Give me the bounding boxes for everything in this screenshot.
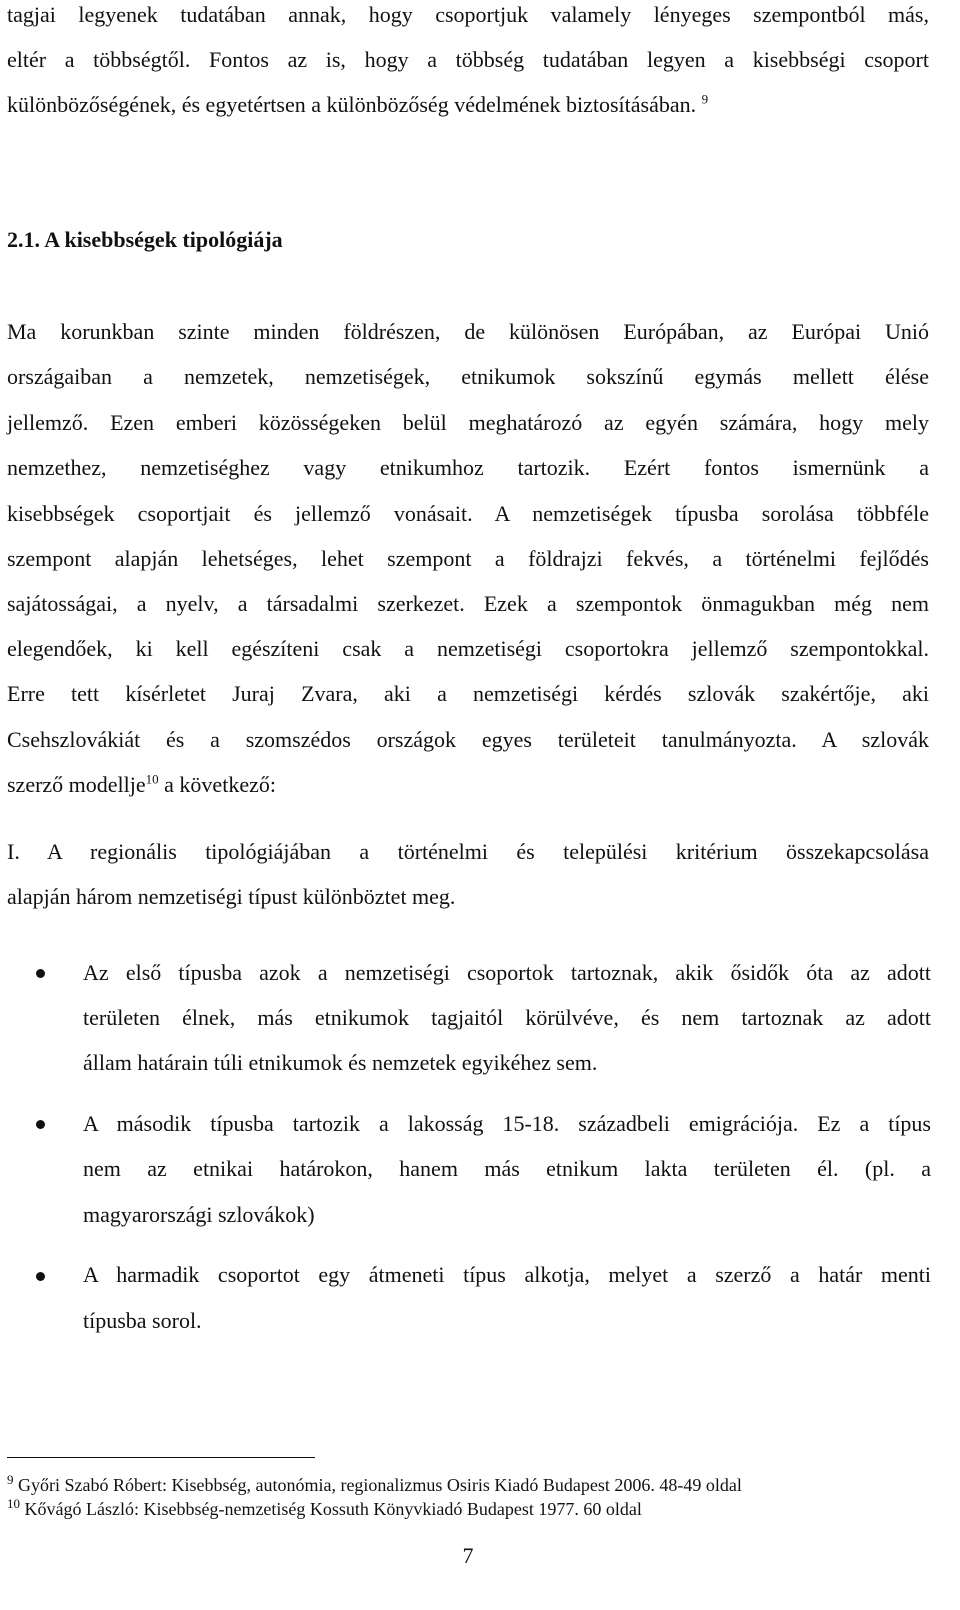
paragraph-text: a következő: xyxy=(158,772,276,797)
paragraph-line: Erre tett kísérletet Juraj Zvara, aki a nemzetiségi kérdés szlovák szakértője, aki xyxy=(7,681,929,706)
bullet-icon xyxy=(36,969,45,978)
paragraph-text: szerző modellje xyxy=(7,772,146,797)
list-item-line: nem az etnikai határokon, hanem más etnikum lakta területen él. (pl. a xyxy=(83,1156,931,1181)
paragraph-line: elegendőek, ki kell egészíteni csak a nemzetiségi csoportokra jellemző szempontokkal. xyxy=(7,636,929,661)
footnote xyxy=(7,1498,642,1520)
list-item-line: A második típusba tartozik a lakosság 15-18. századbeli emigrációja. Ez a típus xyxy=(83,1111,931,1136)
footnote-number: 9 xyxy=(7,1472,14,1487)
paragraph-line: szempont alapján lehetséges, lehet szempont a földrajzi fekvés, a történelmi fejlődés xyxy=(7,546,929,571)
list-item-line: Az első típusba azok a nemzetiségi csoportok tartoznak, akik ősidők óta az adott xyxy=(83,960,931,985)
list-item-line: területen élnek, más etnikumok tagjaitól körülvéve, és nem tartoznak az adott xyxy=(83,1005,931,1030)
list-item-line: A harmadik csoportot egy átmeneti típus alkotja, melyet a szerző a határ menti xyxy=(83,1262,931,1287)
paragraph-line: Ma korunkban szinte minden földrészen, de különösen Európában, az Európai Unió xyxy=(7,319,929,344)
footnote-text: Kővágó László: Kisebbség-nemzetiség Kossuth Könyvkiadó Budapest 1977. 60 oldal xyxy=(24,1499,642,1519)
footnote-text: Győri Szabó Róbert: Kisebbség, autonómia, regionalizmus Osiris Kiadó Budapest 2006. 48-49 oldal xyxy=(18,1475,742,1495)
list-item-line: típusba sorol. xyxy=(83,1308,202,1333)
paragraph-line: eltér a többségtől. Fontos az is, hogy a többség tudatában legyen a kisebbségi csoport xyxy=(7,47,929,72)
paragraph-line: jellemző. Ezen emberi közösségeken belül meghatározó az egyén számára, hogy mely xyxy=(7,410,929,435)
section-heading: 2.1. A kisebbségek tipológiája xyxy=(7,227,283,252)
footnote-number: 10 xyxy=(7,1496,20,1511)
paragraph-line xyxy=(7,770,929,800)
paragraph-line: I. A regionális tipológiájában a történelmi és települési kritérium összekapcsolása xyxy=(7,839,929,864)
paragraph-line xyxy=(7,90,929,120)
footnote xyxy=(7,1474,742,1496)
paragraph-line: alapján három nemzetiségi típust különböztet meg. xyxy=(7,884,456,909)
paragraph-line: Csehszlovákiát és a szomszédos országok egyes területeit tanulmányozta. A szlovák xyxy=(7,727,929,752)
page-number: 7 xyxy=(462,1543,474,1568)
list-item-line: magyarországi szlovákok) xyxy=(83,1202,315,1227)
paragraph-line: országaiban a nemzetek, nemzetiségek, etnikumok sokszínű egymás mellett élése xyxy=(7,364,929,389)
paragraph-line: nemzethez, nemzetiséghez vagy etnikumhoz tartozik. Ezért fontos ismernünk a xyxy=(7,455,929,480)
bullet-icon xyxy=(36,1120,45,1129)
paragraph-line: kisebbségek csoportjait és jellemző vonásait. A nemzetiségek típusba sorolása többféle xyxy=(7,501,929,526)
footnote-reference: 10 xyxy=(145,771,159,787)
paragraph-line: sajátosságai, a nyelv, a társadalmi szerkezet. Ezek a szempontok önmagukban még nem xyxy=(7,591,929,616)
paragraph-text: különbözőségének, és egyetértsen a különbözőség védelmének biztosításában. xyxy=(7,92,697,117)
footnote-separator xyxy=(7,1457,315,1458)
footnote-reference: 9 xyxy=(701,91,709,107)
bullet-icon xyxy=(36,1272,45,1281)
list-item-line: állam határain túli etnikumok és nemzetek egyikéhez sem. xyxy=(83,1050,598,1075)
paragraph-line: tagjai legyenek tudatában annak, hogy csoportjuk valamely lényeges szempontból más, xyxy=(7,2,929,27)
